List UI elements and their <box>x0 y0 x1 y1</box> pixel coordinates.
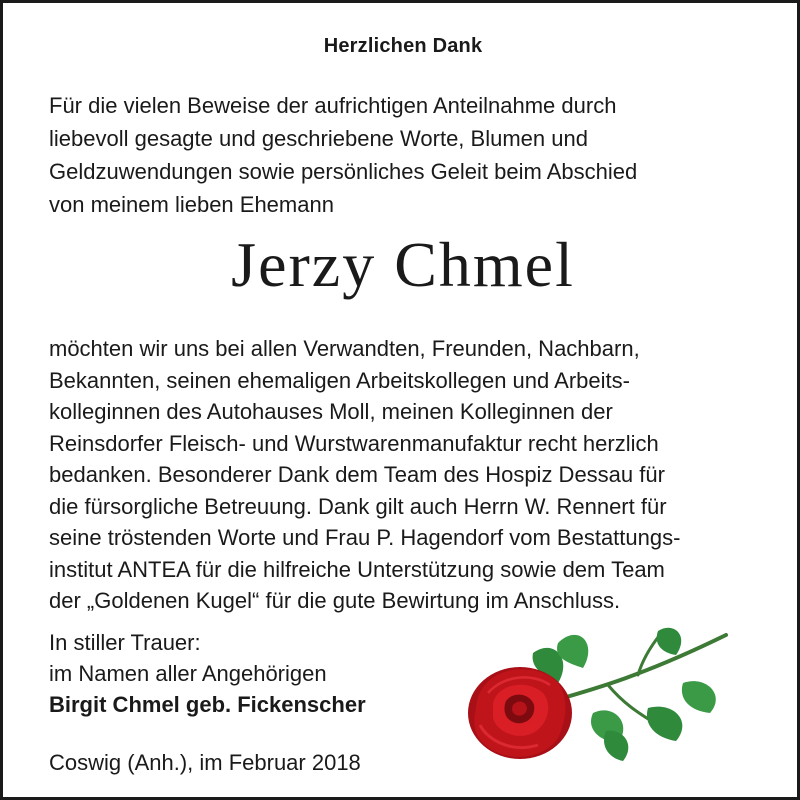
signatory-name: Birgit Chmel geb. Fickenscher <box>49 692 366 717</box>
thanks-line: Bekannten, seinen ehemaligen Arbeitskollegen und Arbeits- <box>49 367 630 393</box>
thanks-line: die fürsorgliche Betreuung. Dank gilt auch Herrn W. Rennert für <box>49 493 667 519</box>
thanks-line: der „Goldenen Kugel“ für die gute Bewirtung im Anschluss. <box>49 588 621 613</box>
thanks-line: möchten wir uns bei allen Verwandten, Freunden, Nachbarn, <box>49 336 640 361</box>
intro-line: Für die vielen Beweise der aufrichtigen Anteilnahme durch <box>49 93 617 118</box>
thanks-line: seine tröstenden Worte und Frau P. Hagendorf vom Bestattungs- <box>49 525 681 550</box>
rose-leaf <box>682 681 716 713</box>
intro-paragraph <box>49 89 769 221</box>
place-date: Coswig (Anh.), im Februar 2018 <box>49 750 361 775</box>
rose-leaf <box>647 707 682 741</box>
rose-leaf <box>657 628 682 655</box>
thanks-line: institut ANTEA für die hilfreiche Unterstützung sowie dem Team <box>49 556 665 582</box>
thanks-line: kolleginnen des Autohauses Moll, meinen Kolleginnen der <box>49 399 613 424</box>
signature-block <box>49 627 469 720</box>
intro-line: liebevoll gesagte und geschriebene Worte, Blumen und <box>49 126 588 151</box>
thanks-paragraph <box>49 333 769 617</box>
signature-line: In stiller Trauer: <box>49 630 201 655</box>
thanks-line: Reinsdorfer Fleisch- und Wurstwarenmanufaktur recht herzlich <box>49 430 659 456</box>
intro-line: Geldzuwendungen sowie persönliches Geleit beim Abschied <box>49 159 638 184</box>
intro-line: von meinem lieben Ehemann <box>49 192 334 217</box>
thanks-line: bedanken. Besonderer Dank dem Team des Hospiz Dessau für <box>49 462 665 487</box>
notice-title: Herzlichen Dank <box>323 35 483 57</box>
red-rose-image <box>458 613 743 773</box>
signature-line: im Namen aller Angehörigen <box>49 661 327 686</box>
deceased-name: Jerzy Chmel <box>231 229 575 300</box>
rose-leaf <box>604 731 628 761</box>
